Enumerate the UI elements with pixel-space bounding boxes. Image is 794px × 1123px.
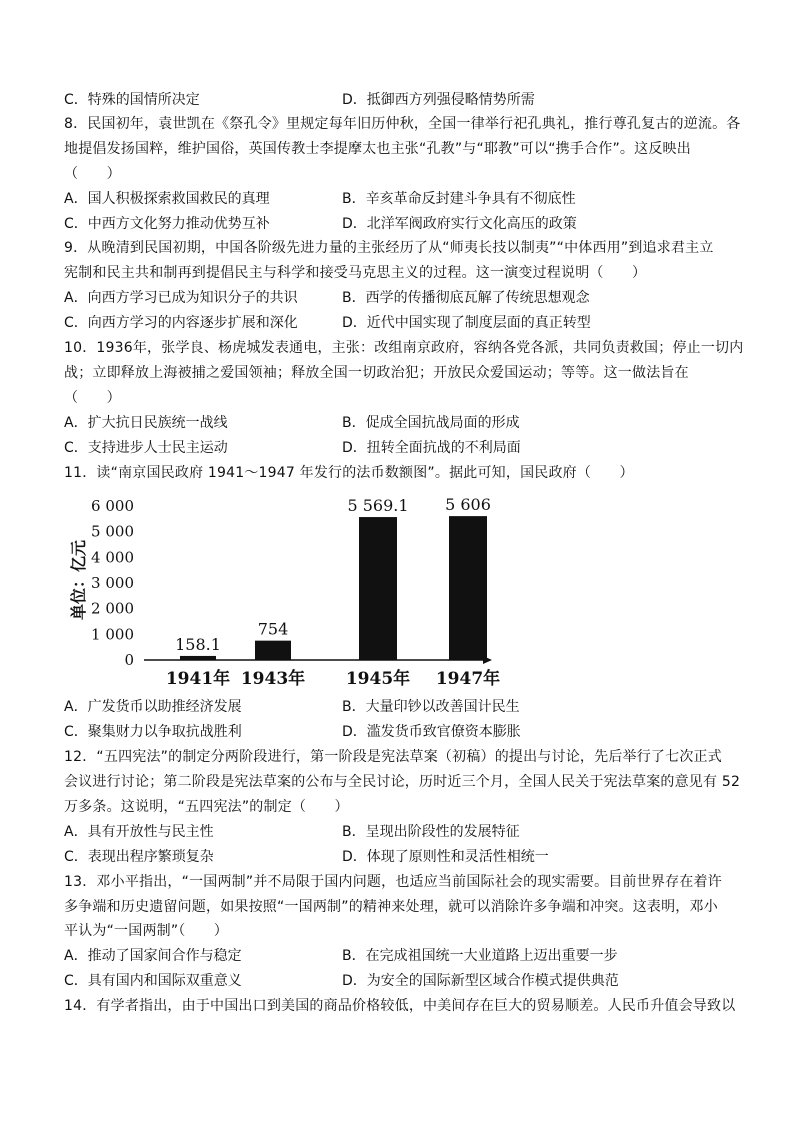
- currency-issuance-bar-chart: [64, 490, 504, 695]
- q10-option-b[interactable]: B．促成全国抗战局面的形成: [342, 415, 520, 431]
- q9-stem-line-2: 宪制和民主共和制再到提倡民主与科学和接受马克思主义的过程。这一演变过程说明（ ）: [64, 265, 647, 281]
- q10-answer-blank: （ ）: [64, 390, 121, 406]
- q13-stem-line-2: 多争端和历史遗留问题，如果按照“一国两制”的精神来处理，就可以消除许多争端和冲突。这表明，邓小: [64, 899, 718, 915]
- q13-option-d[interactable]: D．为安全的国际新型区域合作模式提供典范: [342, 973, 619, 989]
- q7-option-d[interactable]: D．抵御西方列强侵略情势所需: [342, 92, 535, 108]
- chart-y-tick-label: 0: [124, 651, 134, 669]
- chart-y-axis-label: 单位：亿元: [69, 539, 88, 621]
- q12-option-d[interactable]: D．体现了原则性和灵活性相统一: [342, 849, 549, 865]
- chart-x-tick-label: 1943年: [240, 669, 306, 689]
- q9-option-b[interactable]: B．西学的传播彻底瓦解了传统思想观念: [342, 290, 590, 306]
- q11-option-b[interactable]: B．大量印钞以改善国计民生: [342, 699, 520, 715]
- q8-option-c[interactable]: C．中西方文化努力推动优势互补: [64, 216, 270, 232]
- q10-option-d[interactable]: D．扭转全面抗战的不利局面: [342, 440, 521, 456]
- q10-stem-line-2: 战；立即释放上海被捕之爱国领袖；释放全国一切政治犯；开放民众爱国运动；等等。这一做法旨在: [64, 365, 689, 381]
- q10-option-c[interactable]: C．支持进步人士民主运动: [64, 440, 228, 456]
- q11-option-d[interactable]: D．滥发货币致官僚资本膨胀: [342, 724, 521, 740]
- q11-stem-line-1: 11．读“南京国民政府 1941～1947 年发行的法币数额图”。据此可知，国民政府（ ）: [64, 465, 634, 481]
- q8-stem-line-2: 地提倡发扬国粹，维护国俗，英国传教士李提摩太也主张“孔教”与“耶教”可以“携手合作”。这反映出: [64, 141, 691, 157]
- chart-x-axis-arrow: [483, 656, 492, 664]
- chart-value-label: 5 606: [445, 495, 491, 515]
- chart-y-tick-label: 3 000: [91, 574, 134, 592]
- q12-stem-line-2: 会议进行讨论；第二阶段是宪法草案的公布与全民讨论，历时近三个月，全国人民关于宪法草案的意见有 52: [64, 774, 741, 790]
- q12-option-b[interactable]: B．呈现出阶段性的发展特征: [342, 824, 520, 840]
- q8-stem-line-1: 8．民国初年，袁世凯在《祭孔令》里规定每年旧历仲秋，全国一律举行祀孔典礼，推行尊孔复古的逆流。各: [64, 116, 741, 132]
- chart-x-tick-label: 1941年: [165, 669, 231, 689]
- q8-option-a[interactable]: A．国人积极探索救国救民的真理: [64, 191, 270, 207]
- q9-option-c[interactable]: C．向西方学习的内容逐步扩展和深化: [64, 315, 298, 331]
- chart-y-ticks: [91, 497, 134, 669]
- q13-stem-line-1: 13．邓小平指出，“一国两制”并不局限于国内问题，也适应当前国际社会的现实需要。目前世界存在着许: [64, 874, 722, 890]
- q13-option-c[interactable]: C．具有国内和国际双重意义: [64, 973, 242, 989]
- q11-option-a[interactable]: A．广发货币以助推经济发展: [64, 699, 242, 715]
- chart-x-tick-label: 1947年: [435, 669, 501, 689]
- q11-option-c[interactable]: C．聚集财力以争取抗战胜利: [64, 724, 242, 740]
- chart-value-label: 5 569.1: [347, 496, 409, 516]
- chart-bar: [359, 517, 397, 660]
- chart-x-labels: [166, 668, 500, 689]
- chart-y-tick-label: 6 000: [91, 497, 134, 515]
- chart-bar: [255, 641, 291, 660]
- chart-y-tick-label: 5 000: [91, 522, 134, 541]
- q12-stem-line-1: 12．“五四宪法”的制定分两阶段进行，第一阶段是宪法草案（初稿）的提出与讨论，先后举行了七次正式: [64, 749, 722, 765]
- chart-bars: [180, 516, 487, 660]
- chart-x-tick-label: 1945年: [345, 669, 411, 689]
- chart-y-tick-label: 4 000: [91, 548, 134, 567]
- q12-stem-line-3: 万多条。这说明，“五四宪法”的制定（ ）: [64, 799, 349, 815]
- q8-option-d[interactable]: D．北洋军阀政府实行文化高压的政策: [342, 216, 577, 232]
- q7-option-c[interactable]: C．特殊的国情所决定: [64, 92, 200, 108]
- q9-option-d[interactable]: D．近代中国实现了制度层面的真正转型: [342, 315, 591, 331]
- q10-option-a[interactable]: A．扩大抗日民族统一战线: [64, 415, 228, 431]
- chart-value-label: 158.1: [175, 634, 221, 654]
- q14-stem-line-1: 14．有学者指出，由于中国出口到美国的商品价格较低，中美间存在巨大的贸易顺差。人民币升值会导致以: [64, 998, 736, 1014]
- q8-option-b[interactable]: B．辛亥革命反封建斗争具有不彻底性: [342, 191, 576, 207]
- q9-option-a[interactable]: A．向西方学习已成为知识分子的共识: [64, 290, 298, 306]
- q13-option-a[interactable]: A．推动了国家间合作与稳定: [64, 948, 242, 964]
- chart-value-label: 754: [257, 619, 289, 639]
- q13-option-b[interactable]: B．在完成祖国统一大业道路上迈出重要一步: [342, 948, 618, 964]
- q8-answer-blank: （ ）: [64, 166, 121, 182]
- q13-stem-line-3: 平认为“一国两制”（ ）: [64, 923, 229, 939]
- q9-stem-line-1: 9．从晚清到民国初期，中国各阶级先进力量的主张经历了从“师夷长技以制夷”“中体西用”到追求君主立: [64, 240, 714, 256]
- q12-option-c[interactable]: C．表现出程序繁琐复杂: [64, 849, 214, 865]
- chart-y-tick-label: 1 000: [91, 625, 134, 644]
- chart-bar: [449, 516, 487, 660]
- chart-y-tick-label: 2 000: [91, 599, 134, 618]
- chart-value-labels: [175, 495, 491, 654]
- q12-option-a[interactable]: A．具有开放性与民主性: [64, 824, 214, 840]
- q10-stem-line-1: 10．1936年，张学良、杨虎城发表通电，主张：改组南京政府，容纳各党各派，共同负责救国；停止一切内: [64, 340, 744, 356]
